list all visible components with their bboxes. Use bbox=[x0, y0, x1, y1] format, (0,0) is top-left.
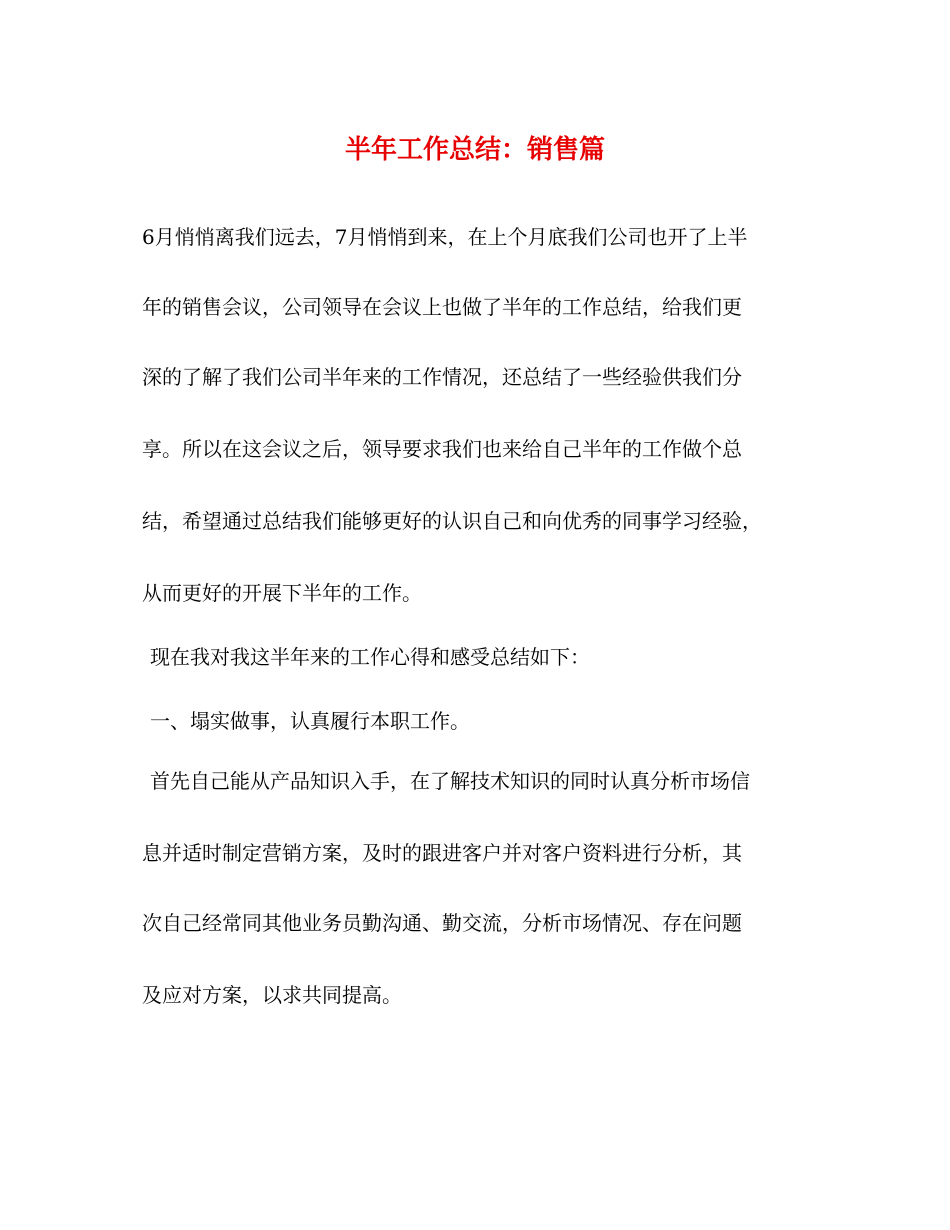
paragraph-line: 及应对方案，以求共同提高。 bbox=[142, 983, 402, 1007]
document-title: 半年工作总结：销售篇 bbox=[344, 135, 605, 165]
intro-paragraph: 现在我对我这半年来的工作心得和感受总结如下： bbox=[150, 645, 590, 669]
section-heading: 一、塌实做事，认真履行本职工作。 bbox=[150, 709, 470, 733]
paragraph-line: 结，希望通过总结我们能够更好的认识自己和向优秀的同事学习经验， bbox=[142, 509, 762, 533]
paragraph-line: 次自己经常同其他业务员勤沟通、勤交流，分析市场情况、存在问题 bbox=[142, 911, 742, 935]
paragraph-line: 深的了解了我们公司半年来的工作情况，还总结了一些经验供我们分 bbox=[142, 365, 742, 389]
paragraph-line: 享。所以在这会议之后，领导要求我们也来给自己半年的工作做个总 bbox=[142, 437, 742, 461]
paragraph-line: 6月悄悄离我们远去，7月悄悄到来，在上个月底我们公司也开了上半 bbox=[142, 225, 748, 249]
paragraph-line: 首先自己能从产品知识入手，在了解技术知识的同时认真分析市场信 bbox=[150, 769, 750, 793]
paragraph-line: 息并适时制定营销方案，及时的跟进客户并对客户资料进行分析，其 bbox=[142, 841, 742, 865]
paragraph-line: 从而更好的开展下半年的工作。 bbox=[142, 581, 422, 605]
paragraph-line: 年的销售会议，公司领导在会议上也做了半年的工作总结，给我们更 bbox=[142, 295, 742, 319]
